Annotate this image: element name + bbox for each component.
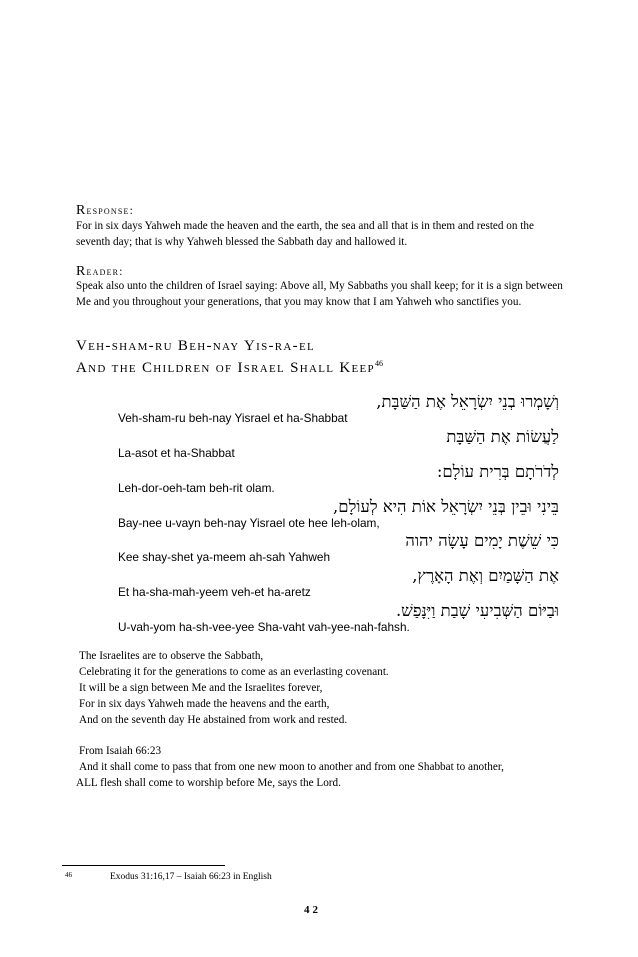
transliteration-line: Et ha-sha-mah-yeem veh-et ha-aretz — [118, 585, 311, 599]
hebrew-verse-line: אֶת הַשָּׁמַיִם וְאֶת הָאָרֶץ, — [412, 566, 559, 585]
section-heading-text: And the Children of Israel Shall Keep — [76, 360, 375, 376]
translation-line: Celebrating it for the generations to come as an everlasting covenant. — [79, 666, 389, 678]
footnote-text: Exodus 31:16,17 – Isaiah 66:23 in English — [110, 872, 272, 882]
hebrew-verse-line: לְדֹרֹתָם בְּרִית עוֹלָם: — [436, 462, 559, 481]
translation-line: For in six days Yahweh made the heavens and the earth, — [79, 698, 330, 710]
transliteration-line: La-asot et ha-Shabbat — [118, 446, 235, 460]
reader-label: Reader: — [76, 264, 124, 279]
hebrew-verse-line: כִּי שֵׁשֶׁת יָמִים עָשָׂה יהוה — [405, 531, 559, 550]
transliteration-line: U-vah-yom ha-sh-vee-yee Sha-vaht vah-yee-nah-fahsh. — [118, 620, 410, 634]
response-label: Response: — [76, 203, 135, 218]
transliteration-line: Leh-dor-oeh-tam beh-rit olam. — [118, 481, 275, 495]
translation-line: The Israelites are to observe the Sabbath, — [79, 650, 264, 662]
isaiah-verse-line: And it shall come to pass that from one new moon to another and from one Shabbat to another, — [79, 761, 504, 773]
hebrew-verse-line: וְשָׁמְרוּ בְנֵי יִשְׂרָאֵל אֶת הַשַּׁבָּת, — [376, 392, 559, 411]
hebrew-verse-line: לַעֲשׂוֹת אֶת הַשַּׁבָּת — [446, 427, 559, 446]
footnote-divider — [62, 865, 225, 866]
hebrew-verse-line: וּבַיּוֹם הַשְּׁבִיעִי שָׁבַת וַיִּנָּפַשׁ. — [395, 601, 559, 620]
transliteration-line: Bay-nee u-vayn beh-nay Yisrael ote hee leh-olam, — [118, 516, 380, 530]
footnote-reference: 46 — [374, 359, 383, 368]
section-heading-transliteration: Veh-sham-ru Beh-nay Yis-ra-el — [76, 338, 316, 354]
translation-line: It will be a sign between Me and the Israelites forever, — [79, 682, 323, 694]
footnote-number: 46 — [65, 871, 72, 879]
isaiah-verse-line: ALL flesh shall come to worship before Me, says the Lord. — [76, 777, 341, 789]
isaiah-source: From Isaiah 66:23 — [79, 745, 162, 757]
page-number: 42 — [304, 904, 321, 916]
transliteration-line: Veh-sham-ru beh-nay Yisrael et ha-Shabbat — [118, 411, 348, 425]
section-heading-english — [76, 359, 383, 377]
hebrew-verse-line: בֵּינִי וּבֵין בְּנֵי יִשְׂרָאֵל אוֹת הִיא לְעוֹלָם, — [333, 497, 559, 516]
transliteration-line: Kee shay-shet ya-meem ah-sah Yahweh — [118, 550, 331, 564]
reader-text: Speak also unto the children of Israel saying: Above all, My Sabbaths you shall keep; for it is a sign between Me and you throughout your generations, that you may know that I am Yahweh who sanctifies you. — [76, 280, 563, 308]
response-text: For in six days Yahweh made the heaven and the earth, the sea and all that is in them and rested on the seventh day; that is why Yahweh blessed the Sabbath day and hallowed it. — [76, 220, 534, 248]
translation-line: And on the seventh day He abstained from work and rested. — [79, 714, 348, 726]
